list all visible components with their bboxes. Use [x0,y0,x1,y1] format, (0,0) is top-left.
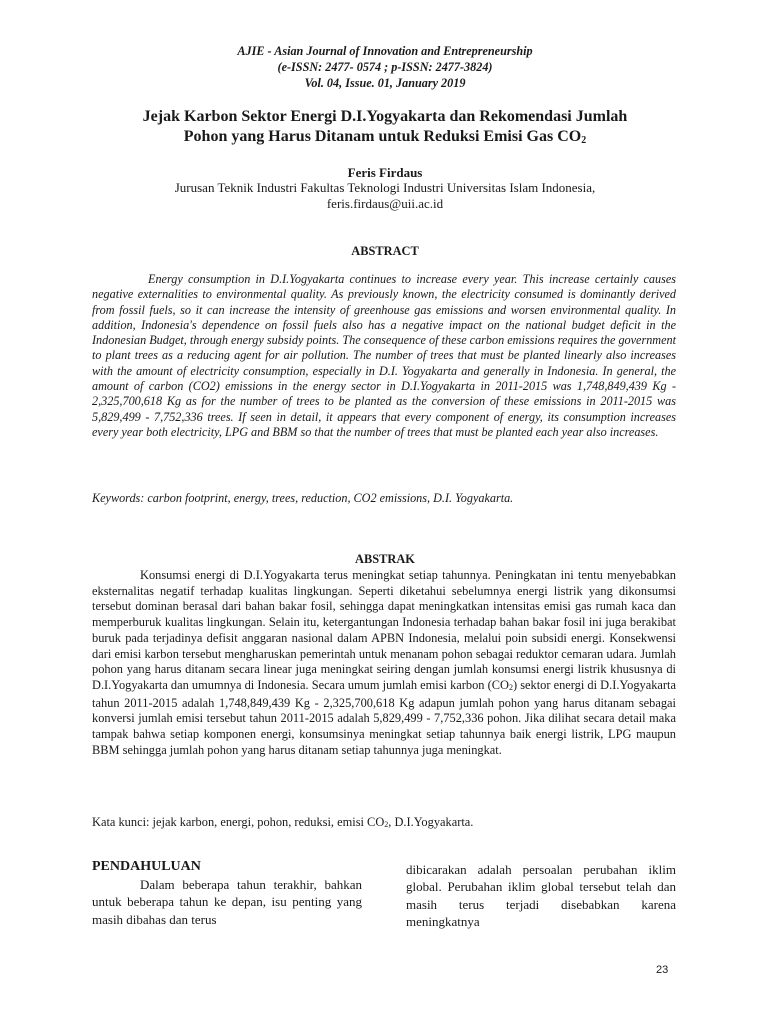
abstract-text: Energy consumption in D.I.Yogyakarta continues to increase every year. This increase certainly causes negative externalities to environmental quality. As previously known, the electricity consumed is dominantly derived from fossil fuels, so it can increase the intensity of greenhouse gas emissions and worsen environmental quality. In addition, Indonesia's dependence on fossil fuels also has a negative impact on the national budget deficit in the Indonesian Budget, through energy subsidy points. The consequence of these carbon emissions requires the government to plant trees as a reducing agent for air pollution. The number of trees that must be planted linearly also increases with the amount of electricity consumption, especially in D.I. Yogyakarta and generally in Indonesia. In general, the amount of carbon (CO2) emissions in the energy sector in D.I.Yogyakarta in 2011-2015 was 1,748,849,439 Kg - 2,325,700,618 Kg as for the number of trees to be planted as the conversion of these emissions in 2011-2015 was 5,829,499 - 7,752,336 trees. If seen in detail, it appears that every component of energy, its consumption increases every year both electricity, LPG and BBM so that the number of trees that must be planted each year also increases. [92,272,676,439]
abstract-keywords: Keywords: carbon footprint, energy, trees, reduction, CO2 emissions, D.I. Yogyakarta. [92,491,514,505]
journal-volume: Vol. 04, Issue. 01, January 2019 [304,76,466,90]
intro-paragraph-left: Dalam beberapa tahun terakhir, bahkan untuk beberapa tahun ke depan, isu penting yang masih dibahas dan terus [92,877,362,927]
abstract-heading: ABSTRACT [351,244,419,258]
affiliation-text: Jurusan Teknik Industri Fakultas Teknologi Industri Universitas Islam Indonesia, [174,180,596,195]
abstrak-keywords: Kata kunci: jejak karbon, energi, pohon, reduksi, emisi $CO_2$, D.I.Yogyakarta. [92,815,474,829]
intro-heading: PENDAHULUAN [92,859,201,874]
paper-title [92,107,678,151]
author-affiliation [92,180,678,212]
author-name: Feris Firdaus [347,165,423,180]
title-line-2: Pohon yang Harus Ditanam untuk Reduksi Emisi Gas $CO_2$ [183,128,587,146]
title-line-1: Jejak Karbon Sektor Energi D.I.Yogyakarta dan Rekomendasi Jumlah [142,108,628,125]
intro-paragraph-right: dibicarakan adalah persoalan perubahan iklim global. Perubahan iklim global tersebut telah dan masih terus terjadi disebabkan karena meningkatnya [406,862,676,930]
abstrak-text: Konsumsi energi di D.I.Yogyakarta terus meningkat setiap tahunnya. Peningkatan ini tentu menyebabkan eksternalitas negatif terhadap kualitas lingkungan. Seperti diketahui sebelumnya energi listrik yang dikonsumsi tersebut dominan berasal dari bahan bakar fosil, sehingga dapat meningkatkan intensitas emisi gas rumah kaca dan memperburuk kualitas lingkungan. Selain itu, ketergantungan Indonesia terhadap bahan bakar fosil ini juga berakibat buruk pada terjadinya defisit anggaran nasional dalam APBN Indonesia, melalui poin subsidi energi. Konsekwensi dari emisi karbon tersebut mengharuskan pemerintah untuk menanam pohon sebagai reduktor cemaran udara. Jumlah pohon yang harus ditanam secara linear juga meningkat seiring dengan jumlah konsumsi energi listrik khususnya di D.I.Yogyakarta dan umumnya di Indonesia. Secara umum jumlah emisi karbon $(CO_2)$ sektor energi di D.I.Yogyakarta tahun 2011-2015 adalah 1,748,849,439 Kg - 2,325,700,618 Kg adapun jumlah pohon yang harus ditanam sebagai konversi jumlah emisi tersebut tahun 2011-2015 adalah 5,829,499 - 7,752,336 pohon. Jika dilihat secara detail maka tampak bahwa setiap komponen energi, konsumsinya meningkat setiap tahunnya baik energi listrik, LPG maupun BBM sehingga jumlah pohon yang harus ditanam setiap tahunnya juga meningkat. [92,568,676,757]
journal-header [90,43,680,91]
abstrak-heading: ABSTRAK [355,552,415,566]
journal-name: AJIE - Asian Journal of Innovation and Entrepreneurship [237,44,533,58]
author-email: feris.firdaus@uii.ac.id [326,196,444,211]
journal-issn: (e-ISSN: 2477- 0574 ; p-ISSN: 2477-3824) [277,60,493,74]
intro-left-column [92,858,362,928]
page-number: 23 [656,964,669,976]
intro-right-column [406,861,676,931]
